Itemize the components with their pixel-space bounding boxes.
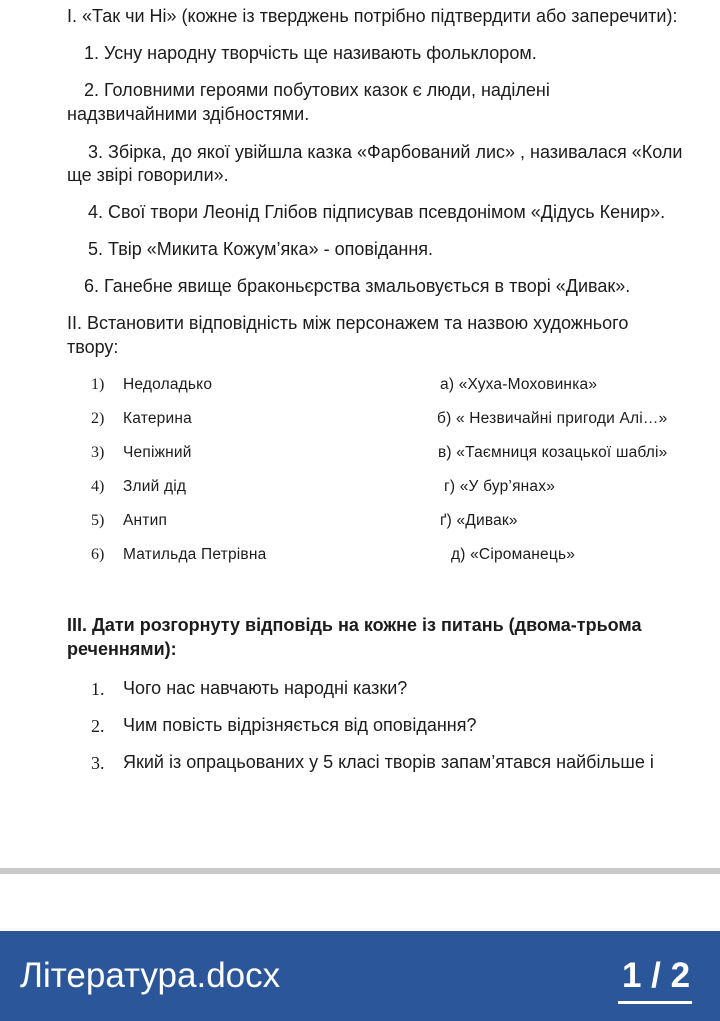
section1-item-3-continued: ще звірі говорили». [67,165,229,185]
table-row-number: 5) [91,512,105,529]
section1-item-2-continued: надзвичайними здібностями. [67,104,310,124]
table-row-character: Злий дід [123,478,187,495]
table-row-number: 4) [91,478,105,495]
section1-item-2: 2. Головними героями побутових казок є люди, наділені [84,80,550,100]
question-text: Чого нас навчають народні казки? [123,678,408,698]
table-row-work: а) «Хуха-Моховинка» [440,376,598,393]
section1-item-3: 3. Збірка, до якої увійшла казка «Фарбований лис» , називалася «Коли [88,142,683,162]
section1-item-5: 5. Твір «Микита Кожум’яка» - оповідання. [88,239,434,259]
question-number: 1. [91,679,105,699]
table-row-character: Недоладько [123,376,213,393]
table-row-number: 6) [91,546,105,563]
section1-item-6: 6. Ганебне явище браконьєрства змальовується в творі «Дивак». [84,276,631,296]
page-indicator-underline [618,1001,692,1004]
question-text: Чим повість відрізняється від оповідання? [123,715,477,735]
table-row-work: в) «Таємниця козацької шаблі» [438,444,668,461]
table-row-number: 1) [91,376,105,393]
table-row-work: б) « Незвичайні пригоди Алі…» [437,410,668,427]
table-row-character: Чепіжний [123,444,192,461]
question-number: 2. [91,716,105,736]
table-row-number: 2) [91,410,105,427]
table-row-work: ґ) «Дивак» [440,512,518,529]
table-row-work: г) «У бур’янах» [444,478,556,495]
file-name[interactable]: Література.docx [20,956,281,995]
page-indicator[interactable]: 1 / 2 [621,956,691,995]
section1-item-1: 1. Усну народну творчість ще називають фольклором. [84,43,537,63]
section2-title-continued: твору: [67,337,119,357]
section2-title: ІІ. Встановити відповідність між персонажем та назвою художнього [67,313,629,333]
table-row-number: 3) [91,444,105,461]
table-row-work: д) «Сіроманець» [451,546,576,563]
question-number: 3. [91,753,105,773]
section1-item-4: 4. Свої твори Леонід Глібов підписував псевдонімом «Дідусь Кенир». [88,202,666,222]
section3-title: ІІІ. Дати розгорнуту відповідь на кожне із питань (двома-трьома [67,615,642,635]
section3-title-continued: реченнями): [67,639,177,659]
table-row-character: Матильда Петрівна [123,546,267,563]
viewer-gap [0,874,720,931]
question-text: Який із опрацьованих у 5 класі творів запам’ятався найбільше і [123,752,654,772]
table-row-character: Катерина [123,410,192,427]
table-row-character: Антип [123,512,168,529]
section1-title: І. «Так чи Ні» (кожне із тверджень потрібно підтвердити або заперечити): [67,6,678,26]
